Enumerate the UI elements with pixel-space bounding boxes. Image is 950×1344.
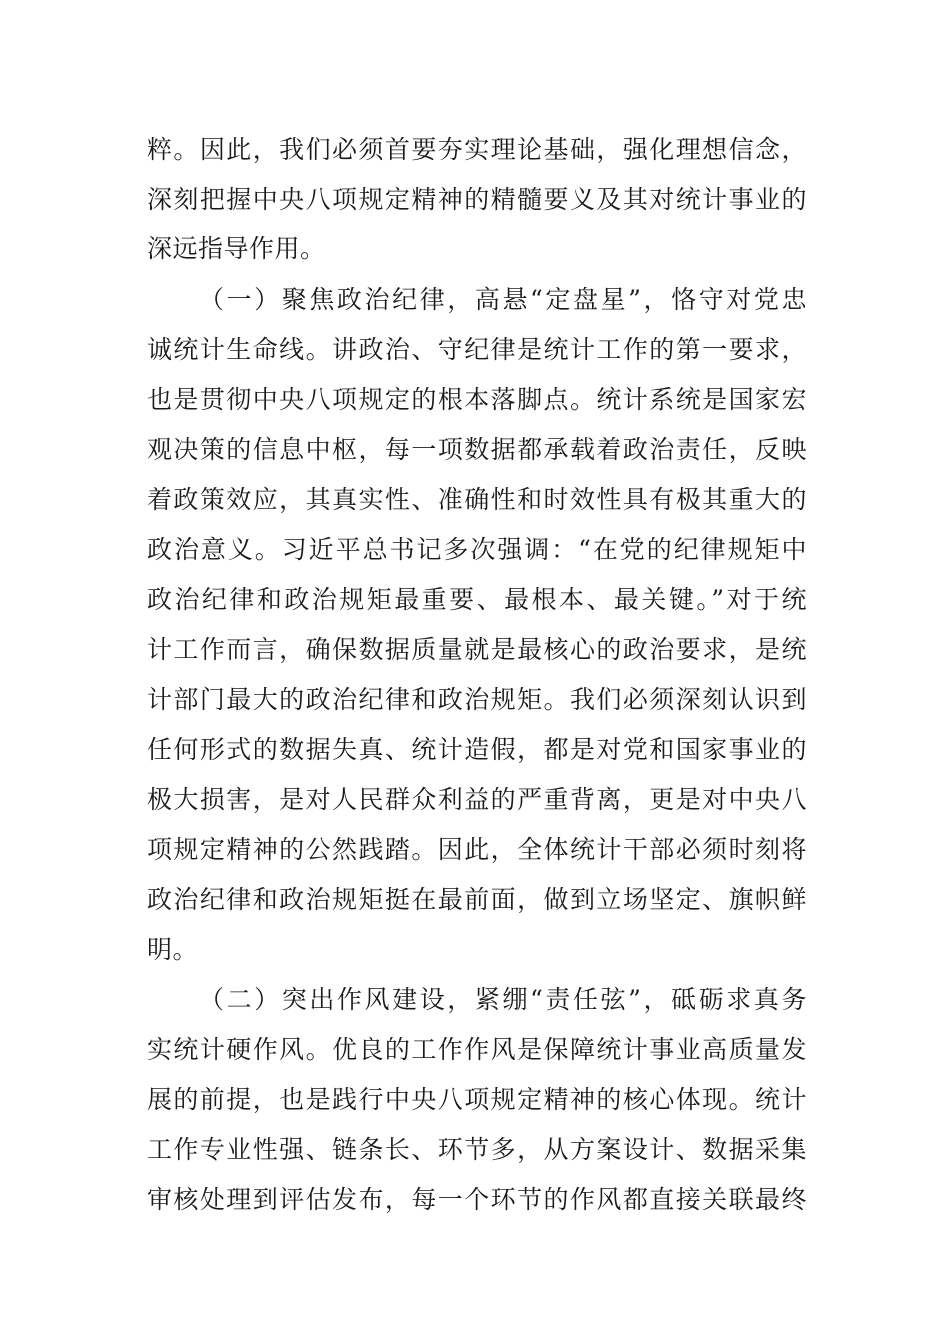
text-line: 任何形式的数据失真、统计造假，都是对党和国家事业的 <box>147 735 807 764</box>
text-line: 明。 <box>147 935 199 964</box>
text-line: 深刻把握中央八项规定精神的精髓要义及其对统计事业的 <box>147 185 807 214</box>
section-heading-1: （一）聚焦政治纪律，高悬“定盘星”，恪守对党忠 <box>199 285 807 314</box>
text-line: 实统计硬作风。优良的工作作风是保障统计事业高质量发 <box>147 1035 807 1064</box>
text-line: 粹。因此，我们必须首要夯实理论基础，强化理想信念， <box>147 135 807 164</box>
text-line: 计工作而言，确保数据质量就是最核心的政治要求，是统 <box>147 635 807 664</box>
text-line: 审核处理到评估发布，每一个环节的作风都直接关联最终 <box>147 1185 807 1214</box>
text-line: 展的前提，也是践行中央八项规定精神的核心体现。统计 <box>147 1085 807 1114</box>
text-line: 观决策的信息中枢，每一项数据都承载着政治责任，反映 <box>147 435 807 464</box>
text-line: 政治纪律和政治规矩最重要、最根本、最关键。”对于统 <box>147 585 807 614</box>
section-heading-2: （二）突出作风建设，紧绷“责任弦”，砥砺求真务 <box>199 985 807 1014</box>
text-line: 项规定精神的公然践踏。因此，全体统计干部必须时刻将 <box>147 835 807 864</box>
text-line: 计部门最大的政治纪律和政治规矩。我们必须深刻认识到 <box>147 685 807 714</box>
text-line: 极大损害，是对人民群众利益的严重背离，更是对中央八 <box>147 785 807 814</box>
text-line: 深远指导作用。 <box>147 234 326 263</box>
text-line: 工作专业性强、链条长、环节多，从方案设计、数据采集 <box>147 1135 807 1164</box>
text-line: 着政策效应，其真实性、准确性和时效性具有极其重大的 <box>147 485 807 514</box>
text-line: 政治纪律和政治规矩挺在最前面，做到立场坚定、旗帜鲜 <box>147 885 807 914</box>
text-line: 诚统计生命线。讲政治、守纪律是统计工作的第一要求， <box>147 335 807 364</box>
text-line: 也是贯彻中央八项规定的根本落脚点。统计系统是国家宏 <box>147 385 807 414</box>
text-line: 政治意义。习近平总书记多次强调：“在党的纪律规矩中 <box>147 535 807 564</box>
